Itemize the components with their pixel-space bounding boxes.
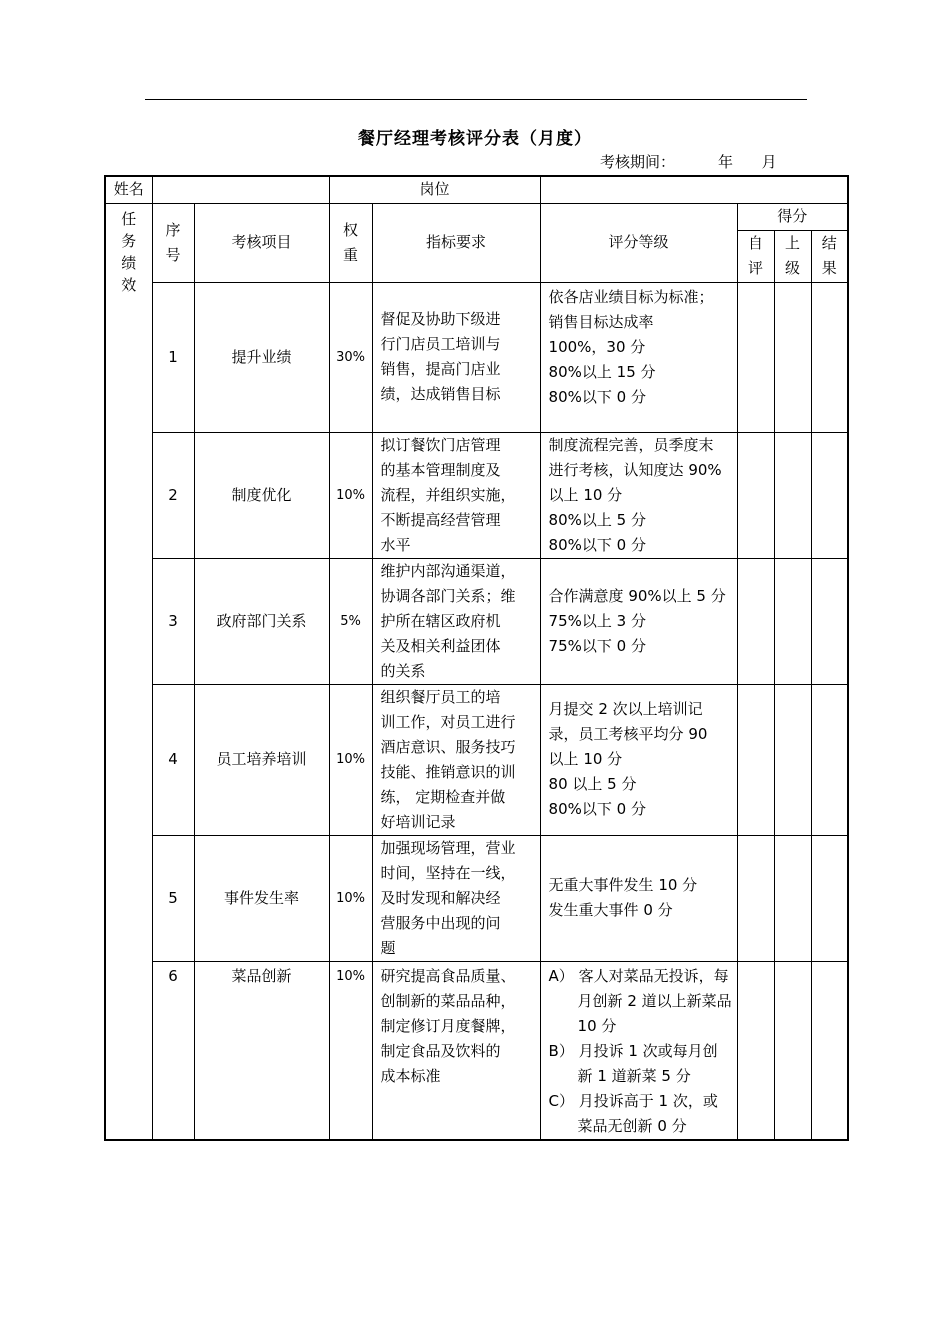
result-score-cell[interactable] xyxy=(811,835,848,961)
row-item: 员工培养培训 xyxy=(194,684,329,835)
result-score-cell[interactable] xyxy=(811,558,848,684)
score-header: 得分 xyxy=(737,203,848,230)
name-label: 姓名 xyxy=(105,176,152,203)
evaluation-table xyxy=(104,175,849,1141)
info-row xyxy=(105,176,848,203)
row-seq: 3 xyxy=(152,558,194,684)
period-label: 考核期间： xyxy=(600,153,676,171)
row-seq: 1 xyxy=(152,282,194,432)
superior-score-cell[interactable] xyxy=(774,432,811,558)
self-score-header: 自 评 xyxy=(737,230,774,282)
item-header: 考核项目 xyxy=(194,203,329,282)
superior-score-cell[interactable] xyxy=(774,961,811,1140)
row-seq: 2 xyxy=(152,432,194,558)
row-requirement: 拟订餐饮门店管理 的基本管理制度及 流程，并组织实施， 不断提高经营管理 水平 xyxy=(372,432,540,558)
self-score-cell[interactable] xyxy=(737,961,774,1140)
post-value-cell[interactable] xyxy=(540,176,848,203)
row-weight: 10% xyxy=(329,961,372,1140)
post-label: 岗位 xyxy=(329,176,540,203)
row-seq: 5 xyxy=(152,835,194,961)
row-item: 菜品创新 xyxy=(194,961,329,1140)
row-seq: 6 xyxy=(152,961,194,1140)
section-label: 任 务 绩 效 xyxy=(105,203,152,1140)
row-weight: 5% xyxy=(329,558,372,684)
name-value-cell[interactable] xyxy=(152,176,329,203)
assessment-period xyxy=(600,151,810,172)
row-item: 事件发生率 xyxy=(194,835,329,961)
row-item: 制度优化 xyxy=(194,432,329,558)
result-score-cell[interactable] xyxy=(811,282,848,432)
row-grading: 依各店业绩目标为标准； 销售目标达成率 100%，30 分 80%以上 15 分 80%以下 0 分 xyxy=(540,282,737,432)
seq-header: 序 号 xyxy=(152,203,194,282)
table-row xyxy=(105,961,848,1140)
result-score-cell[interactable] xyxy=(811,684,848,835)
row-requirement: 组织餐厅员工的培 训工作，对员工进行 酒店意识、服务技巧 技能、推销意识的训 练， 定期检查并做 好培训记录 xyxy=(372,684,540,835)
table-row xyxy=(105,835,848,961)
row-grading: 无重大事件发生 10 分 发生重大事件 0 分 xyxy=(540,835,737,961)
self-score-cell[interactable] xyxy=(737,684,774,835)
table-row xyxy=(105,684,848,835)
result-score-cell[interactable] xyxy=(811,432,848,558)
superior-score-cell[interactable] xyxy=(774,558,811,684)
superior-score-cell[interactable] xyxy=(774,835,811,961)
row-grading: 制度流程完善，员季度末 进行考核，认知度达 90% 以上 10 分 80%以上 5 分 80%以下 0 分 xyxy=(540,432,737,558)
self-score-cell[interactable] xyxy=(737,432,774,558)
row-grading: A） 客人对菜品无投诉，每月创新 2 道以上新菜品 10 分 B） 月投诉 1 次或每月创新 1 道新菜 5 分 C） 月投诉高于 1 次，或菜品无创新 0 分 xyxy=(540,961,737,1140)
row-weight: 10% xyxy=(329,432,372,558)
result-score-cell[interactable] xyxy=(811,961,848,1140)
table-row xyxy=(105,282,848,432)
self-score-cell[interactable] xyxy=(737,558,774,684)
row-requirement: 维护内部沟通渠道， 协调各部门关系；维 护所在辖区政府机 关及相关利益团体 的关系 xyxy=(372,558,540,684)
row-weight: 30% xyxy=(329,282,372,432)
header-rule xyxy=(145,99,807,100)
row-item: 提升业绩 xyxy=(194,282,329,432)
weight-header: 权 重 xyxy=(329,203,372,282)
header-row-1 xyxy=(105,203,848,230)
result-score-header: 结 果 xyxy=(811,230,848,282)
table-row xyxy=(105,432,848,558)
superior-score-header: 上 级 xyxy=(774,230,811,282)
row-weight: 10% xyxy=(329,684,372,835)
table-row xyxy=(105,558,848,684)
row-grading: 合作满意度 90%以上 5 分 75%以上 3 分 75%以下 0 分 xyxy=(540,558,737,684)
period-month: 月 xyxy=(761,153,777,171)
row-seq: 4 xyxy=(152,684,194,835)
grading-header: 评分等级 xyxy=(540,203,737,282)
row-requirement: 研究提高食品质量、 创制新的菜品品种， 制定修订月度餐牌， 制定食品及饮料的 成本标准 xyxy=(372,961,540,1140)
row-grading: 月提交 2 次以上培训记 录，员工考核平均分 90 以上 10 分 80 以上 5 分 80%以下 0 分 xyxy=(540,684,737,835)
requirement-header: 指标要求 xyxy=(372,203,540,282)
document-title: 餐厅经理考核评分表（月度） xyxy=(358,129,592,149)
row-item: 政府部门关系 xyxy=(194,558,329,684)
superior-score-cell[interactable] xyxy=(774,282,811,432)
row-requirement: 督促及协助下级进 行门店员工培训与 销售，提高门店业 绩，达成销售目标 xyxy=(372,282,540,432)
row-weight: 10% xyxy=(329,835,372,961)
self-score-cell[interactable] xyxy=(737,835,774,961)
self-score-cell[interactable] xyxy=(737,282,774,432)
period-year: 年 xyxy=(717,153,733,171)
superior-score-cell[interactable] xyxy=(774,684,811,835)
row-requirement: 加强现场管理，营业 时间，坚持在一线， 及时发现和解决经 营服务中出现的问 题 xyxy=(372,835,540,961)
